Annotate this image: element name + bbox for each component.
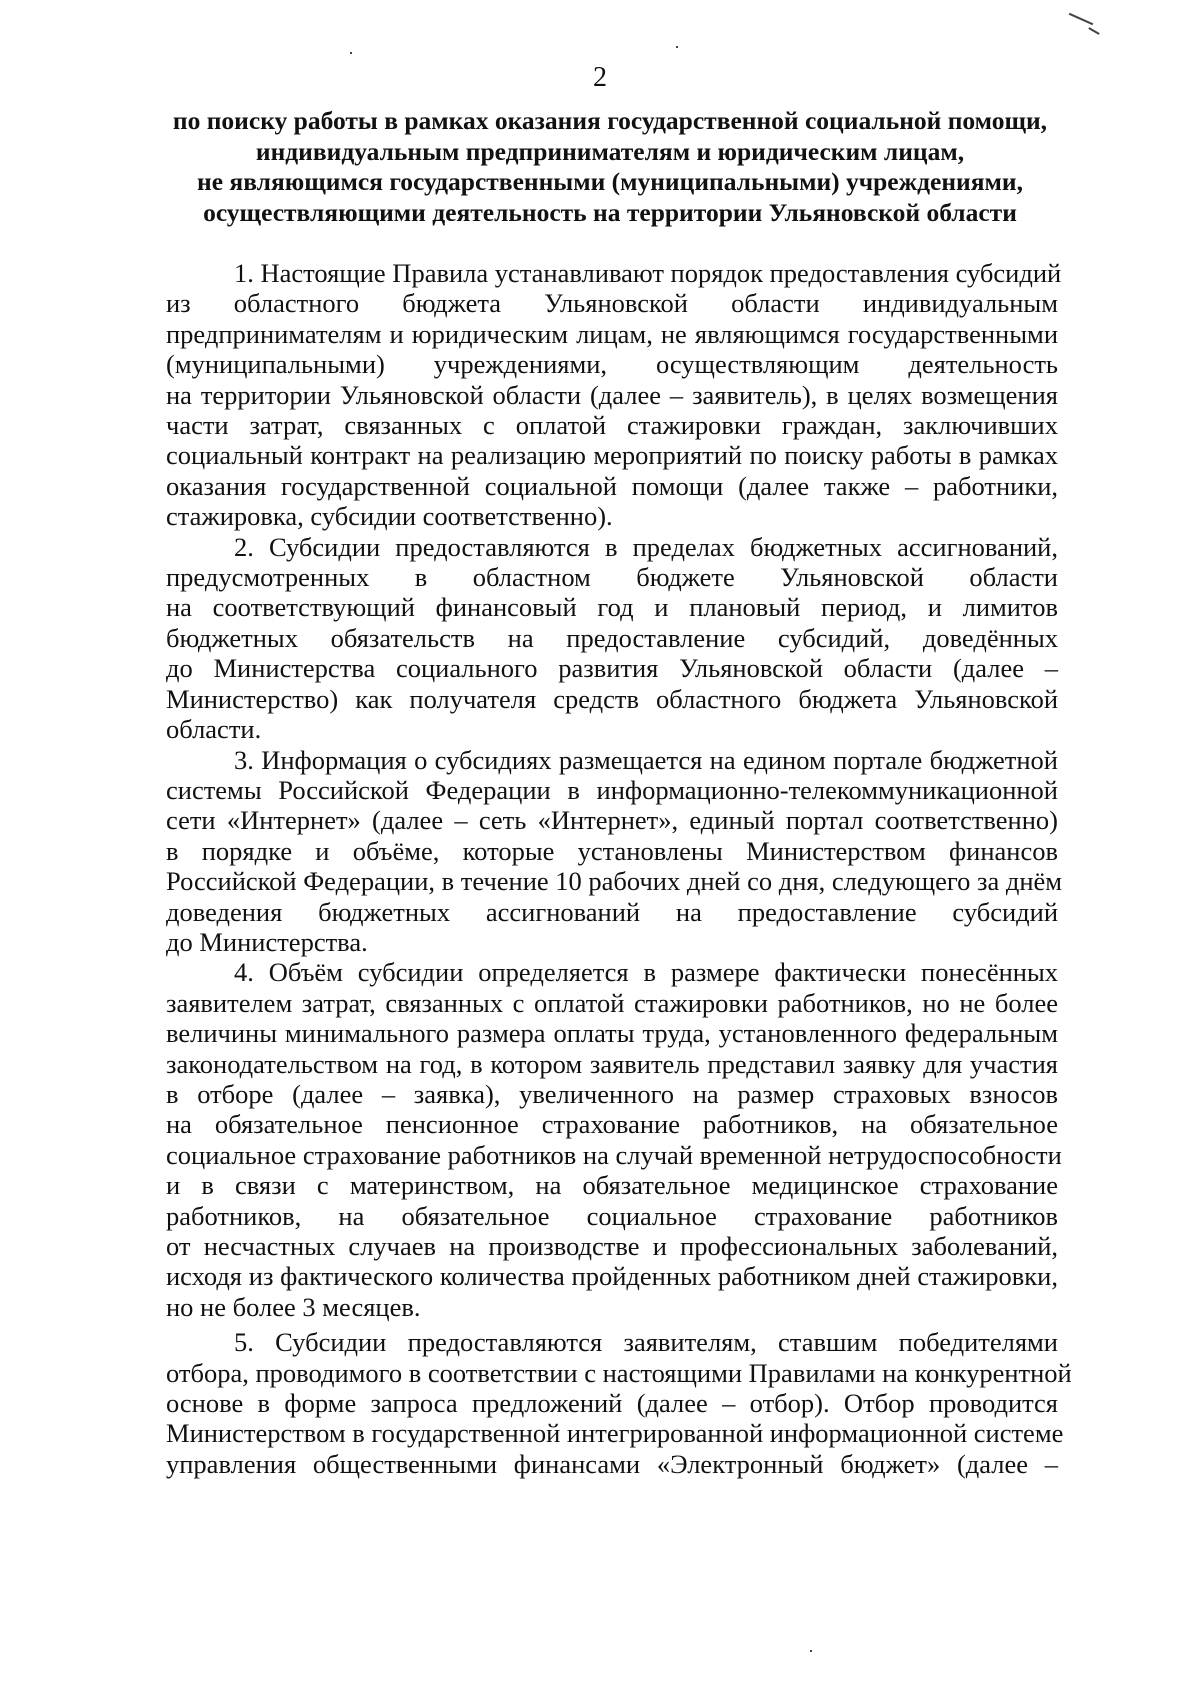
- document-heading: [160, 106, 1060, 228]
- text-line: до Министерства.: [166, 926, 368, 957]
- heading-line: по поиску работы в рамках оказания государственной социальной помощи,: [172, 106, 1048, 135]
- text-line: социальное страхование работников на случай временной нетрудоспособности: [166, 1139, 1062, 1170]
- text-line: управления общественными финансами «Электронный бюджет» (далее –: [166, 1448, 1058, 1479]
- document-body: [166, 258, 1072, 1479]
- text-line: из областного бюджета Ульяновской области индивидуальным: [166, 288, 1058, 319]
- text-line: и в связи с материнством, на обязательное медицинское страхование: [166, 1170, 1058, 1201]
- text-line: предпринимателям и юридическим лицам, не являющимся государственными: [166, 318, 1058, 349]
- text-line: стажировка, субсидии соответственно).: [166, 501, 613, 532]
- heading-line: осуществляющими деятельность на территории Ульяновской области: [203, 197, 1017, 227]
- text-line: сети «Интернет» (далее – сеть «Интернет», единый портал соответственно): [166, 805, 1058, 836]
- paragraph-4: [166, 957, 1062, 1322]
- text-line: 3. Информация о субсидиях размещается на едином портале бюджетной: [234, 744, 1058, 775]
- text-line: величины минимального размера оплаты труда, установленного федеральным: [166, 1018, 1058, 1049]
- text-line: в отборе (далее – заявка), увеличенного на размер страховых взносов: [166, 1078, 1058, 1109]
- text-line: Российской Федерации, в течение 10 рабочих дней со дня, следующего за днём: [166, 866, 1063, 897]
- text-line: 2. Субсидии предоставляются в пределах бюджетных ассигнований,: [234, 531, 1058, 562]
- heading-line: индивидуальным предпринимателям и юридическим лицам,: [255, 136, 965, 166]
- heading-line: не являющимся государственными (муниципальными) учреждениями,: [197, 167, 1023, 196]
- text-line: работников, на обязательное социальное страхование работников: [166, 1200, 1058, 1231]
- text-line: отбора, проводимого в соответствии с настоящими Правилами на конкурентной: [166, 1357, 1072, 1388]
- text-line: 4. Объём субсидии определяется в размере фактически понесённых: [234, 957, 1058, 988]
- text-line: Министерство) как получателя средств областного бюджета Ульяновской: [166, 683, 1058, 714]
- text-line: доведения бюджетных ассигнований на предоставление субсидий: [166, 896, 1058, 927]
- scan-artifact-mark: [1088, 27, 1099, 35]
- text-line: на обязательное пенсионное страхование работников, на обязательное: [166, 1109, 1058, 1140]
- scan-artifact-dot: [676, 46, 678, 48]
- text-line: Министерством в государственной интегрированной информационной системе: [166, 1418, 1064, 1449]
- text-line: 1. Настоящие Правила устанавливают порядок предоставления субсидий: [234, 258, 1062, 288]
- text-line: в порядке и объёме, которые установлены Министерством финансов: [166, 835, 1058, 866]
- text-line: но не более 3 месяцев.: [166, 1291, 421, 1322]
- text-line: на соответствующий финансовый год и плановый период, и лимитов: [166, 592, 1058, 623]
- paragraph-3: [166, 744, 1063, 958]
- scan-artifact-mark: [1069, 13, 1094, 25]
- text-line: основе в форме запроса предложений (далее – отбор). Отбор проводится: [166, 1388, 1058, 1419]
- text-line: части затрат, связанных с оплатой стажировки граждан, заключивших: [166, 410, 1058, 441]
- text-line: 5. Субсидии предоставляются заявителям, ставшим победителями: [234, 1327, 1058, 1358]
- text-line: области.: [166, 714, 262, 745]
- text-line: от несчастных случаев на производстве и профессиональных заболеваний,: [166, 1231, 1058, 1261]
- text-line: на территории Ульяновской области (далее – заявитель), в целях возмещения: [166, 379, 1058, 410]
- scan-artifact-dot: [350, 52, 352, 54]
- paragraph-5: [166, 1327, 1072, 1479]
- text-line: оказания государственной социальной помощи (далее также – работники,: [166, 470, 1058, 501]
- scan-artifact-dot: [810, 1650, 812, 1652]
- text-line: законодательством на год, в котором заявитель представил заявку для участия: [166, 1048, 1058, 1079]
- text-line: социальный контракт на реализацию мероприятий по поиску работы в рамках: [166, 440, 1058, 471]
- paragraph-1: [166, 258, 1062, 532]
- text-line: предусмотренных в областном бюджете Ульяновской области: [166, 562, 1058, 593]
- text-line: бюджетных обязательств на предоставление субсидий, доведённых: [166, 622, 1058, 653]
- text-line: до Министерства социального развития Ульяновской области (далее –: [166, 653, 1058, 684]
- text-line: системы Российской Федерации в информационно-телекоммуникационной: [166, 774, 1058, 805]
- text-line: заявителем затрат, связанных с оплатой стажировки работников, но не более: [166, 987, 1058, 1018]
- page-number: 2: [593, 62, 607, 93]
- text-line: исходя из фактического количества пройденных работником дней стажировки,: [166, 1261, 1058, 1292]
- text-line: (муниципальными) учреждениями, осуществляющим деятельность: [166, 349, 1058, 380]
- paragraph-2: [166, 532, 1058, 745]
